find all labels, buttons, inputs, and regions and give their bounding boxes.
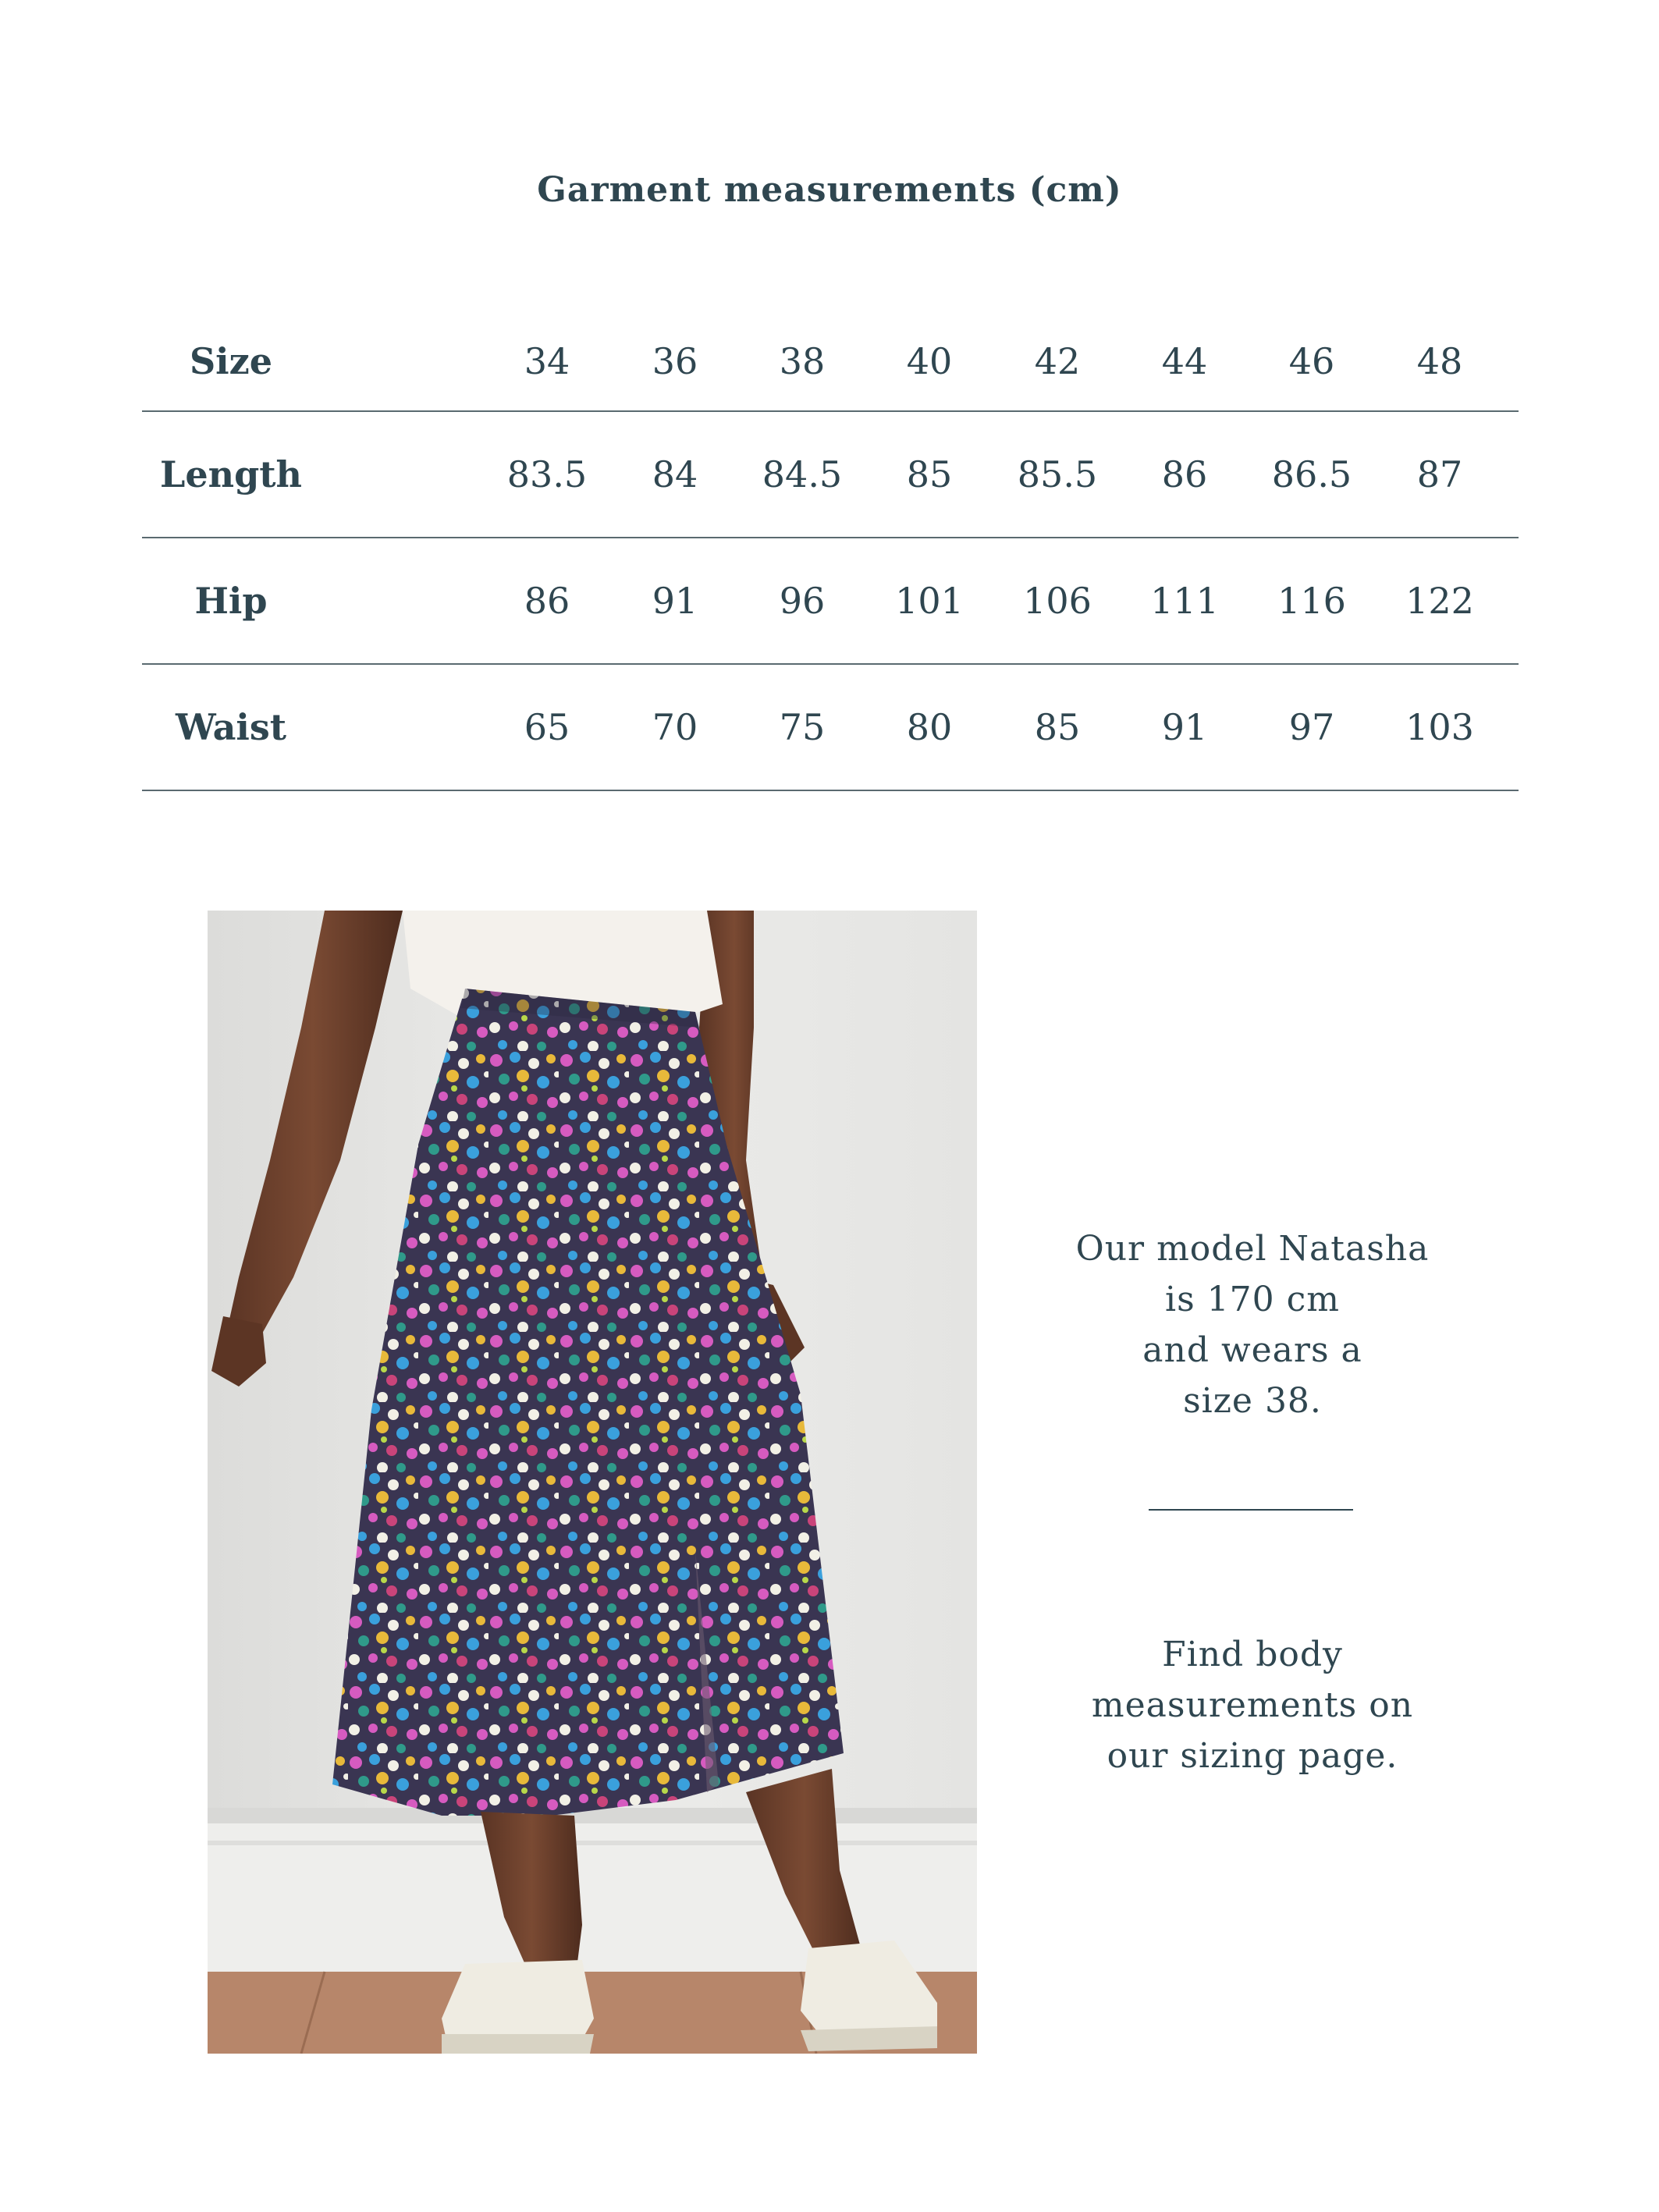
table-cell: 97 xyxy=(1288,706,1335,748)
size-value: 48 xyxy=(1416,340,1463,382)
row-label: Waist xyxy=(175,706,287,748)
page-title: Garment measurements (cm) xyxy=(537,170,1122,210)
table-cell: 84 xyxy=(652,453,698,495)
model-note xyxy=(1038,1223,1467,1426)
table-cell: 91 xyxy=(1161,706,1208,748)
table-cell: 83.5 xyxy=(506,453,588,495)
size-value: 42 xyxy=(1034,340,1081,382)
model-note-line: and wears a xyxy=(1142,1330,1362,1370)
sizing-note-line: Find body xyxy=(1162,1635,1343,1674)
table-cell: 111 xyxy=(1150,580,1219,622)
table-cell: 75 xyxy=(779,706,826,748)
table-cell: 85 xyxy=(1034,706,1081,748)
table-row-waist xyxy=(142,665,1519,791)
table-cell: 96 xyxy=(779,580,826,622)
row-label: Hip xyxy=(194,580,268,622)
size-value: 44 xyxy=(1161,340,1208,382)
table-cell: 84.5 xyxy=(762,453,843,495)
row-label: Length xyxy=(160,453,302,495)
model-note-line: size 38. xyxy=(1183,1381,1322,1421)
table-row-hip xyxy=(142,538,1519,665)
table-cell: 65 xyxy=(524,706,570,748)
sizing-note-line: measurements on xyxy=(1091,1685,1414,1725)
section-divider xyxy=(1149,1509,1353,1511)
table-cell: 85.5 xyxy=(1017,453,1098,495)
size-value: 38 xyxy=(779,340,826,382)
size-label: Size xyxy=(189,340,273,382)
sizing-note xyxy=(1038,1629,1467,1781)
table-cell: 91 xyxy=(652,580,698,622)
measurements-table xyxy=(142,312,1519,791)
table-cell: 86.5 xyxy=(1271,453,1352,495)
size-value: 34 xyxy=(524,340,570,382)
size-value: 46 xyxy=(1288,340,1335,382)
model-note-line: is 170 cm xyxy=(1165,1280,1340,1319)
model-note-line: Our model Natasha xyxy=(1075,1229,1430,1269)
table-header-row xyxy=(142,312,1519,412)
table-cell: 101 xyxy=(895,580,964,622)
sizing-note-line: our sizing page. xyxy=(1107,1736,1398,1776)
table-cell: 85 xyxy=(906,453,953,495)
table-cell: 103 xyxy=(1405,706,1474,748)
table-cell: 87 xyxy=(1416,453,1463,495)
size-value: 40 xyxy=(906,340,953,382)
table-cell: 86 xyxy=(524,580,570,622)
table-cell: 70 xyxy=(652,706,698,748)
table-cell: 116 xyxy=(1277,580,1346,622)
table-cell: 80 xyxy=(906,706,953,748)
table-cell: 106 xyxy=(1023,580,1092,622)
table-cell: 86 xyxy=(1161,453,1208,495)
size-value: 36 xyxy=(652,340,698,382)
table-cell: 122 xyxy=(1405,580,1474,622)
table-row-length xyxy=(142,412,1519,538)
model-photo xyxy=(208,911,977,2054)
